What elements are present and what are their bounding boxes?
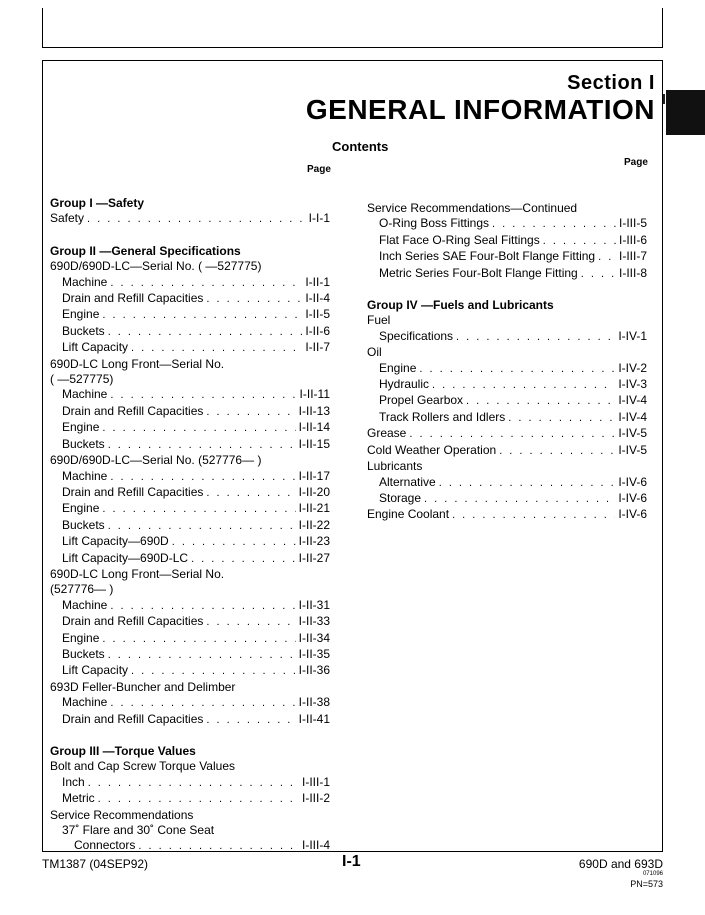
group-heading: Group IV —Fuels and Lubricants	[367, 298, 554, 313]
footer-page-number: I-1	[342, 853, 361, 870]
section-title: Section I	[567, 72, 655, 94]
dot-leader	[598, 250, 616, 265]
toc-entry[interactable]	[50, 211, 330, 227]
dot-leader	[110, 599, 295, 614]
toc-entry[interactable]	[367, 475, 647, 491]
spacer	[367, 282, 647, 298]
group-heading: Group II —General Specifications	[50, 243, 241, 258]
toc-entry-label: Drain and Refill Capacities	[62, 403, 204, 418]
toc-entry-label: Metric Series Four-Bolt Flange Fitting	[379, 265, 578, 280]
dot-leader	[508, 411, 615, 426]
toc-entry-page: I-II-23	[298, 534, 330, 549]
toc-entry-page: I-II-38	[298, 695, 330, 710]
toc-entry-page: I-II-11	[299, 387, 330, 402]
toc-entry-label: Hydraulic	[379, 377, 430, 392]
toc-entry-page: I-II-27	[298, 550, 330, 565]
toc-entry-page: I-II-13	[298, 403, 330, 418]
dot-leader	[439, 476, 616, 491]
toc-entry[interactable]	[50, 695, 330, 711]
toc-entry-page: I-IV-5	[618, 426, 647, 441]
toc-entry[interactable]	[50, 791, 330, 807]
toc-entry[interactable]	[50, 663, 330, 679]
toc-entry-label: Specifications	[379, 328, 454, 343]
toc-entry-label: Buckets	[62, 646, 105, 661]
dot-leader	[466, 394, 615, 409]
toc-entry-page: I-II-7	[305, 340, 330, 355]
toc-entry[interactable]	[367, 216, 647, 232]
toc-entry[interactable]	[367, 491, 647, 507]
toc-entry[interactable]	[367, 426, 647, 442]
footer-model: 690D and 693D	[578, 857, 663, 871]
toc-entry[interactable]	[367, 377, 647, 393]
dot-leader	[102, 632, 295, 647]
toc-entry-page: I-II-17	[298, 468, 330, 483]
toc-entry[interactable]	[50, 518, 330, 534]
dot-leader	[456, 330, 615, 345]
toc-entry-label: Track Rollers and Idlers	[379, 409, 506, 424]
toc-entry[interactable]	[367, 266, 647, 282]
toc-right-column	[367, 201, 647, 524]
toc-subheading: Service Recommendations	[50, 807, 194, 822]
dot-leader	[543, 234, 616, 249]
toc-entry-page: I-IV-6	[618, 507, 647, 522]
toc-subheading: 693D Feller-Buncher and Delimber	[50, 679, 236, 694]
toc-subheading: 690D/690D-LC—Serial No. ( —527775)	[50, 259, 262, 274]
toc-entry-label: Engine	[62, 420, 100, 435]
dot-leader	[108, 519, 296, 534]
dot-leader	[172, 535, 296, 550]
toc-entry-page: I-III-4	[301, 838, 330, 853]
contents-heading: Contents	[332, 139, 389, 154]
dot-leader	[110, 388, 296, 403]
toc-left-column	[50, 196, 330, 855]
toc-entry[interactable]	[50, 712, 330, 728]
section-tab-mark	[663, 94, 665, 104]
toc-entry-label: Buckets	[62, 436, 105, 451]
toc-entry-page: I-II-6	[305, 323, 330, 338]
dot-leader	[131, 664, 296, 679]
toc-entry[interactable]	[50, 437, 330, 453]
toc-entry[interactable]	[50, 551, 330, 567]
dot-leader	[191, 552, 296, 567]
dot-leader	[206, 292, 302, 307]
toc-entry[interactable]	[367, 393, 647, 409]
toc-entry[interactable]	[367, 233, 647, 249]
dot-leader	[102, 502, 295, 517]
toc-entry-label: Buckets	[62, 517, 105, 532]
group-heading: Group III —Torque Values	[50, 744, 196, 758]
top-frame	[42, 8, 663, 48]
toc-entry[interactable]	[367, 410, 647, 426]
page-column-label-right: Page	[624, 157, 648, 168]
spacer	[50, 728, 330, 744]
toc-subheading: Oil	[367, 345, 382, 360]
toc-entry-label: Propel Gearbox	[379, 393, 464, 408]
toc-entry[interactable]	[50, 275, 330, 291]
toc-subheading: Lubricants	[367, 459, 423, 474]
dot-leader	[98, 792, 299, 807]
toc-entry-page: I-II-22	[298, 517, 330, 532]
toc-entry-label: Storage	[379, 490, 422, 505]
toc-entry-page: I-IV-4	[618, 393, 647, 408]
toc-entry-page: I-II-35	[298, 646, 330, 661]
toc-entry-label: Lift Capacity	[62, 663, 129, 678]
dot-leader	[206, 486, 295, 501]
dot-leader	[108, 438, 296, 453]
toc-entry-page: I-IV-2	[618, 360, 647, 375]
toc-entry[interactable]	[50, 534, 330, 550]
toc-entry-page: I-II-33	[298, 614, 330, 629]
toc-entry-page: I-II-41	[298, 711, 330, 726]
toc-entry[interactable]	[50, 485, 330, 501]
toc-entry[interactable]	[50, 838, 330, 854]
toc-entry-page: I-IV-5	[618, 442, 647, 457]
toc-entry-label: O-Ring Boss Fittings	[379, 216, 490, 231]
toc-entry-label: Machine	[62, 597, 108, 612]
toc-entry[interactable]	[50, 501, 330, 517]
toc-entry-label: Inch Series SAE Four-Bolt Flange Fitting	[379, 249, 596, 264]
toc-entry[interactable]	[50, 324, 330, 340]
toc-entry-page: I-III-2	[301, 791, 330, 806]
toc-subheading: Bolt and Cap Screw Torque Values	[50, 759, 235, 774]
toc-subheading: ( —527775)	[50, 372, 114, 387]
toc-entry-page: I-II-14	[298, 420, 330, 435]
dot-leader	[452, 508, 615, 523]
toc-entry-page: I-II-31	[298, 597, 330, 612]
toc-entry[interactable]	[367, 443, 647, 459]
toc-entry-page: I-II-21	[298, 501, 330, 516]
toc-entry-label: Grease	[367, 426, 407, 441]
toc-subheading: (527776— )	[50, 582, 114, 597]
footer-doc-id: TM1387 (04SEP92)	[42, 857, 149, 871]
spacer	[50, 228, 330, 244]
toc-entry-label: Engine Coolant	[367, 507, 450, 522]
toc-entry-label: Metric	[62, 791, 95, 806]
toc-entry-label: Cold Weather Operation	[367, 442, 497, 457]
toc-entry-label: Drain and Refill Capacities	[62, 484, 204, 499]
dot-leader	[206, 405, 295, 420]
dot-leader	[138, 839, 299, 854]
page-title: GENERAL INFORMATION	[305, 94, 655, 125]
toc-entry[interactable]	[50, 614, 330, 630]
toc-entry-label: Machine	[62, 274, 108, 289]
dot-leader	[206, 713, 295, 728]
toc-entry-page: I-IV-6	[618, 490, 647, 505]
dot-leader	[131, 341, 302, 356]
toc-entry[interactable]	[50, 291, 330, 307]
toc-entry-label: Flat Face O-Ring Seal Fittings	[379, 232, 540, 247]
toc-entry-label: Connectors	[74, 838, 136, 853]
toc-subheading: 690D-LC Long Front—Serial No.	[50, 356, 225, 371]
toc-entry-label: Lift Capacity—690D-LC	[62, 550, 189, 565]
toc-entry-label: Engine	[62, 307, 100, 322]
dot-leader	[419, 362, 615, 377]
toc-entry-page: I-IV-6	[618, 474, 647, 489]
toc-entry-page: I-II-15	[298, 436, 330, 451]
toc-entry-page: I-II-1	[305, 274, 330, 289]
toc-entry-page: I-II-4	[305, 291, 330, 306]
dot-leader	[108, 325, 303, 340]
toc-entry-label: Alternative	[379, 474, 436, 489]
toc-entry-page: I-II-36	[298, 663, 330, 678]
toc-entry[interactable]	[50, 404, 330, 420]
toc-entry-label: Drain and Refill Capacities	[62, 614, 204, 629]
toc-entry[interactable]	[367, 329, 647, 345]
dot-leader	[581, 267, 616, 282]
toc-entry-page: I-III-8	[618, 265, 647, 280]
toc-entry[interactable]	[50, 631, 330, 647]
dot-leader	[110, 696, 295, 711]
toc-entry[interactable]	[367, 507, 647, 523]
footer-pn: PN=573	[630, 879, 663, 889]
toc-entry-label: Drain and Refill Capacities	[62, 291, 204, 306]
group-heading: Group I —Safety	[50, 196, 145, 210]
toc-entry-label: Engine	[62, 501, 100, 516]
toc-entry[interactable]	[367, 361, 647, 377]
toc-entry-page: I-III-1	[301, 774, 330, 789]
section-tab	[666, 90, 705, 135]
toc-entry-label: Machine	[62, 468, 108, 483]
dot-leader	[409, 427, 615, 442]
footer-code: 071096	[642, 871, 663, 877]
dot-leader	[424, 492, 615, 507]
toc-entry[interactable]	[50, 307, 330, 323]
toc-entry[interactable]	[50, 647, 330, 663]
toc-entry-page: I-I-1	[308, 211, 330, 226]
page-column-label-left: Page	[307, 164, 331, 175]
dot-leader	[499, 444, 615, 459]
toc-entry-page: I-IV-1	[618, 328, 647, 343]
dot-leader	[206, 615, 295, 630]
toc-entry-label: Buckets	[62, 323, 105, 338]
toc-entry-label: Lift Capacity	[62, 340, 129, 355]
toc-entry[interactable]	[50, 340, 330, 356]
toc-entry[interactable]	[50, 387, 330, 403]
toc-entry-label: Safety	[50, 211, 85, 226]
toc-entry-label: Machine	[62, 387, 108, 402]
toc-subheading: 690D/690D-LC—Serial No. (527776— )	[50, 453, 262, 468]
toc-entry[interactable]	[50, 598, 330, 614]
toc-entry-label: Engine	[62, 630, 100, 645]
dot-leader	[108, 648, 296, 663]
toc-entry-page: I-III-5	[618, 216, 647, 231]
dot-leader	[102, 308, 302, 323]
dot-leader	[88, 776, 299, 791]
toc-entry-page: I-II-5	[305, 307, 330, 322]
toc-subheading: Service Recommendations—Continued	[367, 201, 578, 215]
toc-entry-page: I-IV-4	[618, 409, 647, 424]
dot-leader	[110, 276, 302, 291]
toc-entry-page: I-III-7	[618, 249, 647, 264]
toc-entry-label: Machine	[62, 695, 108, 710]
toc-entry[interactable]	[50, 775, 330, 791]
toc-entry-page: I-IV-3	[618, 377, 647, 392]
toc-entry-label: Engine	[379, 360, 417, 375]
toc-entry[interactable]	[50, 469, 330, 485]
toc-entry-page: I-III-6	[618, 232, 647, 247]
dot-leader	[87, 212, 306, 227]
toc-entry-label: Inch	[62, 774, 85, 789]
toc-entry-label: Drain and Refill Capacities	[62, 711, 204, 726]
toc-entry-label: Lift Capacity—690D	[62, 534, 169, 549]
toc-entry-page: I-II-20	[298, 484, 330, 499]
toc-entry[interactable]	[50, 420, 330, 436]
toc-subheading: Fuel	[367, 313, 391, 328]
dot-leader	[432, 378, 615, 393]
toc-entry[interactable]	[367, 249, 647, 265]
dot-leader	[492, 217, 616, 232]
toc-entry-page: I-II-34	[298, 630, 330, 645]
dot-leader	[110, 470, 295, 485]
toc-subheading: 37˚ Flare and 30˚ Cone Seat	[62, 823, 215, 838]
dot-leader	[102, 421, 295, 436]
toc-subheading: 690D-LC Long Front—Serial No.	[50, 566, 225, 581]
